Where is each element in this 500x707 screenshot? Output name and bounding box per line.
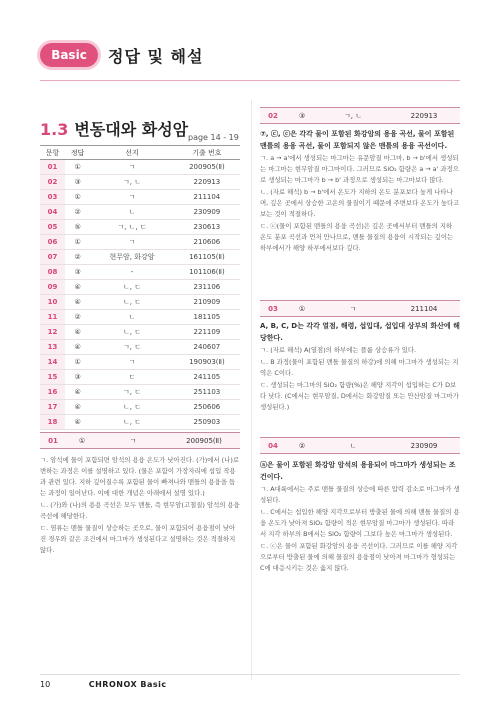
page-footer xyxy=(40,680,167,689)
row-choices: ㄴ xyxy=(90,310,174,325)
row-answer: ④ xyxy=(65,325,90,340)
row-choices: ㄴ xyxy=(90,205,174,220)
column-divider xyxy=(251,100,252,680)
explanation-item: ㄱ. A대륙에서는 주로 맨틀 물질의 상승에 따른 압력 감소로 마그마가 생성된다. xyxy=(260,485,460,504)
explanation-item: ㄴ. (자료 해석) b → b'에서 온도가 지하의 온도 분포보다 높게 나타나며, 깊은 곳에서 상승한 고온의 물질이기 때문에 주변보다 온도가 높다고 보는 것이 적절하다. xyxy=(260,188,460,218)
row-choices: ㄴ, ㄷ xyxy=(90,295,174,310)
table-row xyxy=(40,295,240,310)
row-choices: ㄱ, ㄴ, ㄷ xyxy=(90,220,174,235)
row-number: 04 xyxy=(40,205,65,220)
row-number: 02 xyxy=(40,175,65,190)
row-choices: ㄱ, ㄷ xyxy=(90,385,174,400)
row-number: 15 xyxy=(40,370,65,385)
table-row xyxy=(40,160,240,175)
row-choices: ㄴ, ㄷ xyxy=(90,325,174,340)
question-answer: ① xyxy=(298,304,306,313)
header-divider xyxy=(40,80,460,81)
table-row xyxy=(40,190,240,205)
row-answer: ③ xyxy=(65,265,90,280)
row-number: 12 xyxy=(40,325,65,340)
row-source: 250903 xyxy=(174,415,240,430)
row-answer: ③ xyxy=(65,175,90,190)
answer-table-body xyxy=(40,160,240,430)
col-header: 기출 번호 xyxy=(174,146,240,160)
row-choices: ㄴ, ㄷ xyxy=(90,400,174,415)
question-answer: ③ xyxy=(298,111,306,120)
table-row xyxy=(40,370,240,385)
row-number: 13 xyxy=(40,340,65,355)
explanation-item: ㄱ. (자료 해석) A(열점)의 하부에는 플룸 상승류가 있다. xyxy=(260,346,417,354)
row-choices: - xyxy=(90,265,174,280)
explanation-lead: ⑦, ⓒ, ⓒ은 각각 물이 포함된 화강암의 용융 곡선, 물이 포함된 맨틀의 용융 곡선, 물이 포함되지 않은 맨틀의 용융 곡선이다. xyxy=(260,130,455,150)
explanation-04 xyxy=(260,459,460,575)
row-answer: ② xyxy=(65,250,90,265)
row-number: 10 xyxy=(40,295,65,310)
question-choices: ㄴ xyxy=(349,441,357,450)
question-bar-02 xyxy=(260,107,460,124)
row-choices: ㄱ xyxy=(90,160,174,175)
row-answer: ④ xyxy=(65,415,90,430)
question-answer: ② xyxy=(298,441,306,450)
row-choices: ㄱ xyxy=(90,190,174,205)
row-answer: ④ xyxy=(65,280,90,295)
answer-table xyxy=(40,145,240,430)
explanation-item: ㄷ. ⓒ(물이 포함된 맨틀의 용융 곡선)은 깊은 곳에서부터 맨틀의 지하 온도 분포 곡선과 먼저 만나므로, 맨틀 물질의 용융이 시작되는 깊이는 하부에서가 해양 하부에서보다 깊다. xyxy=(260,222,454,252)
page-header xyxy=(0,0,500,100)
row-choices: ㄱ xyxy=(90,355,174,370)
page-title: 정답 및 해설 xyxy=(108,47,204,66)
row-source: 230909 xyxy=(174,205,240,220)
row-answer: ① xyxy=(65,160,90,175)
table-row xyxy=(40,280,240,295)
table-row xyxy=(40,235,240,250)
row-answer: ① xyxy=(65,190,90,205)
table-row xyxy=(40,250,240,265)
footer-brand: CHRONOX Basic xyxy=(88,680,167,689)
row-source: 250606 xyxy=(174,400,240,415)
section-title xyxy=(40,117,188,140)
row-source: 240607 xyxy=(174,340,240,355)
row-number: 07 xyxy=(40,250,65,265)
question-number: 01 xyxy=(48,436,58,445)
row-answer: ② xyxy=(65,310,90,325)
row-source: 210909 xyxy=(174,295,240,310)
row-number: 14 xyxy=(40,355,65,370)
row-number: 06 xyxy=(40,235,65,250)
row-number: 11 xyxy=(40,310,65,325)
explanation-item: ㄴ. C에서는 섭입한 해양 지각으로부터 방출된 물에 의해 맨틀 물질의 용융 온도가 낮아져 SiO₂ 함량이 적은 현무암질 마그마가 생성된다. 따라서 지각 하부의 B에서는 SiO₂ 함량이 그보다 높은 마그마가 생성된다. xyxy=(260,508,460,538)
question-bar-04 xyxy=(260,437,460,454)
explanation-item: ㄷ. 염류는 맨틀 물질이 상승하는 곳으로, 물이 포함되어 용융점이 낮아진 경우와 같은 조건에서 마그마가 생성된다고 설명하는 것은 적절하지 않다. xyxy=(40,524,236,554)
explanation-lead: ⓐ은 물이 포함된 화강암 암석의 용융되어 마그마가 생성되는 조건이다. xyxy=(260,461,456,481)
page-reference: page 14 - 19 xyxy=(188,133,239,142)
table-row xyxy=(40,310,240,325)
explanation-item: ㄴ. B 과정(물이 포함된 맨틀 물질의 하강)에 의해 마그마가 생성되는 지역은 C이다. xyxy=(260,358,459,377)
table-row xyxy=(40,400,240,415)
row-answer: ④ xyxy=(65,340,90,355)
question-source: 211104 xyxy=(410,304,438,313)
row-source: 220913 xyxy=(174,175,240,190)
row-source: 101106(Ⅱ) xyxy=(174,265,240,280)
row-number: 01 xyxy=(40,160,65,175)
row-choices: ㄱ, ㄷ xyxy=(90,340,174,355)
explanation-item: ㄷ. ⓒ은 물이 포함된 화강암의 용융 곡선이다. 그러므로 이를 해양 지각으로부터 방출된 물에 의해 물질의 용융점이 낮아져 마그마가 형성되는 C에 대응시키는 것은 옳지 않다. xyxy=(260,542,458,572)
row-source: 210606 xyxy=(174,235,240,250)
row-answer: ① xyxy=(65,235,90,250)
explanation-item: ㄱ. a → a'에서 생성되는 마그마는 유문암질 마그마, b → b'에서 생성되는 마그마는 현무암질 마그마이다. 그러므로 SiO₂ 함량은 a → a' 과정으로 생성되는 마그마가 b → b' 과정으로 생성되는 마그마보다 많다. xyxy=(260,154,459,184)
row-source: 190903(Ⅱ) xyxy=(174,355,240,370)
answer-table-header xyxy=(40,146,240,160)
table-row xyxy=(40,220,240,235)
question-bar-03 xyxy=(260,300,460,317)
table-row xyxy=(40,325,240,340)
row-choices: 현무암, 화강암 xyxy=(90,250,174,265)
row-number: 08 xyxy=(40,265,65,280)
question-choices: ㄱ xyxy=(129,436,137,445)
row-answer: ⑤ xyxy=(65,220,90,235)
footer-divider xyxy=(40,674,460,675)
row-answer: ② xyxy=(65,205,90,220)
explanation-lead: A, B, C, D는 각각 열점, 해령, 섭입대, 섭입대 상부의 화산에 해당한다. xyxy=(260,322,460,342)
table-row xyxy=(40,340,240,355)
row-number: 16 xyxy=(40,385,65,400)
col-header: 선지 xyxy=(90,146,174,160)
question-number: 02 xyxy=(268,111,278,120)
row-source: 161105(Ⅱ) xyxy=(174,250,240,265)
table-row xyxy=(40,205,240,220)
page-number: 10 xyxy=(40,680,51,689)
explanation-item: ㄴ. (가)와 (나)의 용용 곡선은 모두 맨틀, 즉 현무암(고철질) 암석의 용융 곡선에 해당한다. xyxy=(40,501,240,520)
row-number: 03 xyxy=(40,190,65,205)
row-source: 200905(Ⅱ) xyxy=(174,160,240,175)
row-source: 181105 xyxy=(174,310,240,325)
row-number: 09 xyxy=(40,280,65,295)
table-row xyxy=(40,355,240,370)
question-answer: ① xyxy=(78,436,86,445)
question-source: 220913 xyxy=(410,111,438,120)
row-source: 211104 xyxy=(174,190,240,205)
question-choices: ㄱ xyxy=(349,304,357,313)
col-header: 정답 xyxy=(65,146,90,160)
row-answer: ① xyxy=(65,355,90,370)
row-choices: ㄴ, ㄷ xyxy=(90,280,174,295)
row-answer: ③ xyxy=(65,370,90,385)
question-bar-01 xyxy=(40,432,240,449)
section-number: 1.3 xyxy=(40,120,69,139)
question-source: 200905(Ⅱ) xyxy=(186,436,222,445)
explanation-01 xyxy=(40,455,240,557)
row-choices: ㄷ xyxy=(90,370,174,385)
explanation-02 xyxy=(260,128,460,255)
explanation-03 xyxy=(260,320,460,414)
explanation-item: ㄷ. 생성되는 마그마의 SiO₂ 함량(%)은 해양 지각이 섭입하는 C가 D보다 낮다. (C에서는 현무암질, D에서는 화강암질 또는 안산암질 마그마가 생성된다.) xyxy=(260,381,459,411)
question-number: 03 xyxy=(268,304,278,313)
row-answer: ④ xyxy=(65,295,90,310)
row-number: 17 xyxy=(40,400,65,415)
row-source: 230613 xyxy=(174,220,240,235)
table-row xyxy=(40,265,240,280)
row-source: 221109 xyxy=(174,325,240,340)
row-choices: ㄱ xyxy=(90,235,174,250)
question-number: 04 xyxy=(268,441,278,450)
table-row xyxy=(40,175,240,190)
question-choices: ㄱ, ㄴ xyxy=(344,111,362,120)
row-source: 251103 xyxy=(174,385,240,400)
table-row xyxy=(40,415,240,430)
row-choices: ㄴ, ㄷ xyxy=(90,415,174,430)
row-source: 231106 xyxy=(174,280,240,295)
row-number: 18 xyxy=(40,415,65,430)
row-answer: ④ xyxy=(65,385,90,400)
section-name: 변동대와 화성암 xyxy=(74,120,189,139)
row-choices: ㄱ, ㄴ xyxy=(90,175,174,190)
explanation-item: ㄱ. 암석에 물이 포함되면 암석의 용융 온도가 낮아진다. (가)에서 (나)로 변하는 과정은 이를 설명하고 있다. (물은 포함이 가장자리에 섭입 작용과 관련 있다. 지하 깊어질수록 포함된 물이 빠져나와 맨틀의 용융을 돕는 과정이 일어난다. 이에 대한 개념은 아래에서 설명 있다.) xyxy=(40,456,239,497)
table-row xyxy=(40,385,240,400)
row-answer: ④ xyxy=(65,400,90,415)
row-source: 241105 xyxy=(174,370,240,385)
level-badge: Basic xyxy=(40,43,98,67)
col-header: 문항 xyxy=(40,146,65,160)
question-source: 230909 xyxy=(410,441,438,450)
row-number: 05 xyxy=(40,220,65,235)
